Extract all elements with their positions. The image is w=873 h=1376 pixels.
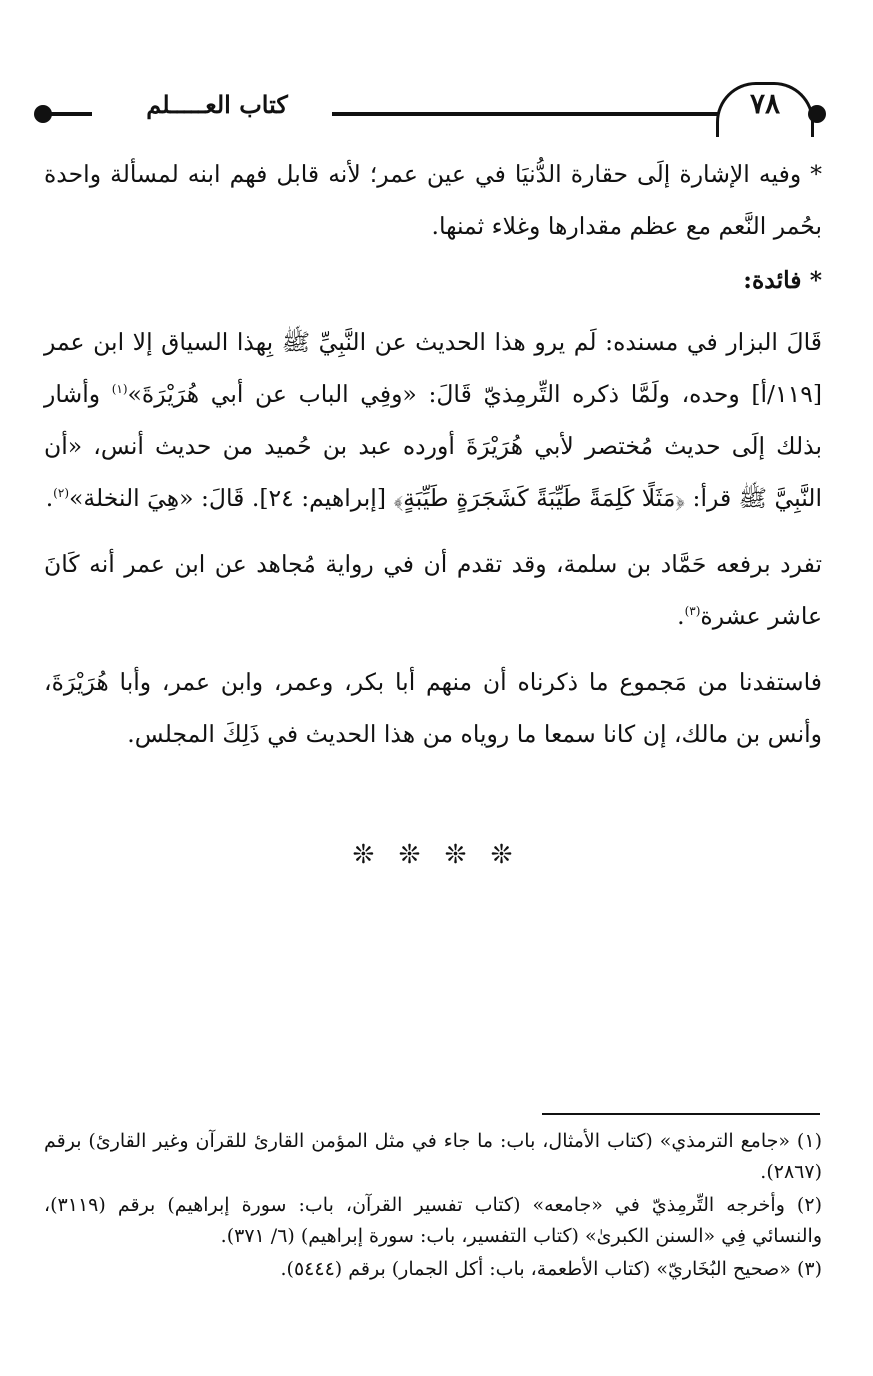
section-heading: * فائدة: xyxy=(743,266,822,294)
footnote-2: (٢) وأخرجه التِّرمِذيّ في «جامعه» (كتاب تفسير القرآن، باب: سورة إبراهيم) برقم (٣١١٩)، والنسائي فِي «السنن الكبرىٰ» (كتاب التفسير، باب: سورة إبراهيم) (٦/ ٣٧١). xyxy=(44,1194,822,1247)
paragraph-1: * وفيه الإشارة إلَى حقارة الدُّنيَا في عين عمر؛ لأنه قابل فهم ابنه لمسألة واحدة بحُمر النَّعم مع عظم مقدارها وغلاء ثمنها. xyxy=(44,160,822,240)
paragraph-4: فاستفدنا من مَجموع ما ذكرناه أن منهم أبا بكر، وعمر، وابن عمر، وأبا هُرَيْرَةَ، وأنس بن مالك، إن كانا سمعا ما روياه من هذا الحديث في ذَلِكَ المجلس. xyxy=(44,668,822,748)
paragraph-2 xyxy=(44,316,822,524)
header-rule-right xyxy=(332,112,752,116)
footnote-separator xyxy=(542,1113,820,1115)
footnotes xyxy=(44,1126,822,1287)
paragraph-3-text-a: تفرد برفعه حَمَّاد بن سلمة، وقد تقدم أن في رواية مُجاهد عن ابن عمر أنه كَانَ عاشر عشرة xyxy=(44,550,822,630)
footnote-ref-3: (٣) xyxy=(684,604,701,619)
footnote-1: (١) «جامع الترمذي» (كتاب الأمثال، باب: ما جاء في مثل المؤمن القارئ للقرآن وغير القارئ) برقم (٢٨٦٧). xyxy=(44,1130,822,1183)
running-title: كتاب العـــــلم xyxy=(146,90,288,119)
footnote-ref-2: (٢) xyxy=(53,486,69,501)
header-dot-right xyxy=(808,105,826,123)
footnote-3: (٣) «صحيح البُخَاريّ» (كتاب الأطعمة، باب: أكل الجمار) برقم (٥٤٤٤). xyxy=(280,1258,822,1280)
main-text xyxy=(44,148,822,774)
paragraph-2-text-a: قَالَ البزار في مسنده: لَم يرو هذا الحديث عن النَّبِيِّ ﷺ بِهذا السياق إلا ابن عمر [١١٩/أ] وحده، ولَمَّا ذكره التِّرمِذيّ قَالَ: «وفِي الباب عن أبي هُرَيْرَةَ» xyxy=(44,328,823,408)
page-number: ٧٨ xyxy=(749,87,781,120)
paragraph-2-text-b: وأشار بذلك إلَى حديث مُختصر لأبي هُرَيْرَةَ أورده عبد بن حُميد من حديث أنس، «أن النَّبِيَّ ﷺ قرأ: ﴿مَثَلًا كَلِمَةً طَيِّبَةً كَشَجَرَةٍ طَيِّبَةٍ﴾ [إبراهيم: ٢٤]. قَالَ: «هِيَ النخلة» xyxy=(44,380,822,512)
paragraph-3-text-b: . xyxy=(677,602,685,630)
paragraph-2-text-c: . xyxy=(45,484,54,512)
section-divider-stars: ❊ ❊ ❊ ❊ xyxy=(352,840,521,870)
header-rule-left xyxy=(46,112,92,116)
page-header xyxy=(32,78,832,148)
footnote-ref-1: (١) xyxy=(111,382,128,397)
paragraph-3 xyxy=(44,538,822,642)
